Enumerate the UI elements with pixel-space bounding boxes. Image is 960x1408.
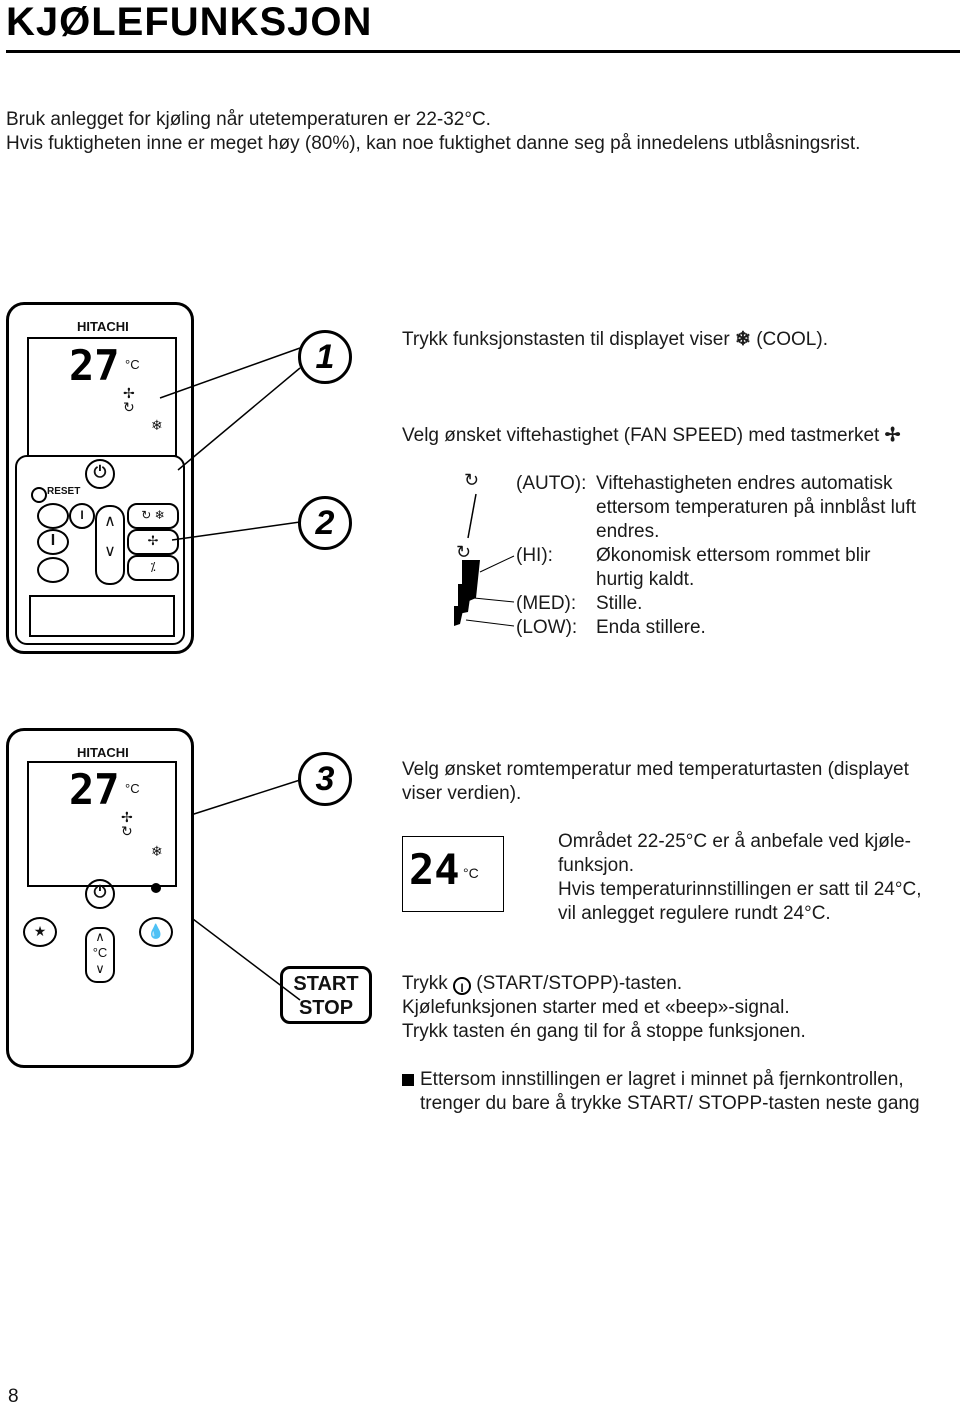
mode-hi-desc-1: Økonomisk ettersom rommet blir xyxy=(596,545,871,566)
remote2-snowflake-icon: ❄ xyxy=(151,843,163,859)
mode-auto-desc-3: endres. xyxy=(596,521,660,542)
mode-auto-label: (AUTO): xyxy=(516,473,587,494)
power-button[interactable]: ⏻ xyxy=(85,459,115,489)
step-3-note-2: funksjon. xyxy=(558,855,635,876)
step-1-marker: 1 xyxy=(298,330,352,384)
reset-label: RESET xyxy=(47,486,81,497)
temp-display-unit: °C xyxy=(463,865,479,881)
page-title: KJØLEFUNKSJON xyxy=(6,0,373,44)
remote-control-open xyxy=(6,728,194,1068)
remote2-temp-button[interactable]: ∧ °C ∨ xyxy=(85,927,115,983)
fan-speed-icon: ✢ xyxy=(884,425,901,446)
start-line-3: Trykk tasten én gang til for å stoppe funksjonen. xyxy=(402,1021,806,1042)
mode-med-desc: Stille. xyxy=(596,593,643,614)
step-3-note-4: vil anlegget regulere rundt 24°C. xyxy=(558,903,831,924)
mode-low-desc: Enda stillere. xyxy=(596,617,706,638)
step-3-marker: 3 xyxy=(298,752,352,806)
cool-icon: ❄ xyxy=(734,329,751,350)
pointer-line-step2 xyxy=(172,522,300,540)
temp-display-value: 24 xyxy=(409,845,460,894)
fan-speed-button[interactable]: ✢ xyxy=(127,529,179,555)
page-number: 8 xyxy=(8,1386,19,1407)
auto-mode-icon: ↻ xyxy=(464,470,480,490)
step-3-line-1: Velg ønsket romtemperatur med temperaturtasten (displayet xyxy=(402,759,909,780)
intro-line-2: Hvis fuktigheten inne er meget høy (80%), kan noe fuktighet danne seg på innedelens utblåsningsrist. xyxy=(6,133,861,154)
timer-on-button[interactable]: I xyxy=(37,529,69,555)
step-2-heading xyxy=(402,424,901,448)
intro-line-1: Bruk anlegget for kjøling når utetemperaturen er 22-32°C. xyxy=(6,109,491,130)
mode-auto-desc-2: ettersom temperaturen på innblåst luft xyxy=(596,497,917,518)
mode-low-label: (LOW): xyxy=(516,617,578,638)
label-line-hi xyxy=(480,556,514,572)
fan-ladder-arrow xyxy=(468,494,476,538)
remote2-fan-icon: ✢ xyxy=(121,809,133,825)
start-stop-badge-top: START xyxy=(293,973,359,995)
mode-button[interactable]: ↻ ❄ xyxy=(127,503,179,529)
note-bullet-icon xyxy=(402,1074,414,1086)
step-2-marker: 2 xyxy=(298,496,352,550)
remote2-lcd xyxy=(27,761,177,887)
step-3-line-2: viser verdien). xyxy=(402,783,522,804)
remote-lcd-temp: 27 xyxy=(69,341,120,390)
start-line-2: Kjølefunksjonen starter med et «beep»-signal. xyxy=(402,997,790,1018)
start-stop-badge-bottom: STOP xyxy=(298,997,354,1019)
mode-auto-desc-1: Viftehastigheten endres automatisk xyxy=(596,473,893,494)
pointer-line-step1b xyxy=(178,368,300,470)
fan-low-bar xyxy=(454,606,464,626)
mode-hi-label: (HI): xyxy=(516,545,553,566)
note-line-2: trenger du bare å trykke START/ STOPP-tasten neste gang xyxy=(420,1093,920,1114)
remote2-auto-icon: ↻ xyxy=(121,823,133,839)
step-3-note-3: Hvis temperaturinnstillingen er satt til 24°C, xyxy=(558,879,922,900)
auto-fan-icon: ↻ xyxy=(123,399,135,415)
temp-display-example xyxy=(402,836,504,912)
remote2-drop-button[interactable]: 💧 xyxy=(139,917,173,947)
mode-med-label: (MED): xyxy=(516,593,577,614)
note-line-1: Ettersom innstillingen er lagret i minnet på fjernkontrollen, xyxy=(420,1069,904,1090)
cool-snowflake-icon: ❄ xyxy=(151,417,163,433)
step-1-text-after: (COOL). xyxy=(756,329,828,350)
remote2-star-button[interactable]: ★ xyxy=(23,917,57,947)
mode-hi-desc-2: hurtig kaldt. xyxy=(596,569,695,590)
fan-icon: ✢ xyxy=(123,385,135,401)
start-stop-button[interactable]: I xyxy=(69,503,95,529)
swing-button[interactable]: ⁒ xyxy=(127,555,179,581)
start-stop-badge xyxy=(280,966,372,1024)
step-1-text-before: Trykk funksjonstasten til displayet viser xyxy=(402,329,730,350)
step-3-note-1: Området 22-25°C er å anbefale ved kjøle- xyxy=(558,831,911,852)
remote-brand: HITACHI xyxy=(77,319,129,334)
start-line-1 xyxy=(402,972,682,996)
step-2-heading-text: Velg ønsket viftehastighet (FAN SPEED) med tastmerket xyxy=(402,425,880,446)
start-line-1-before: Trykk xyxy=(402,973,448,994)
remote-lcd-unit: °C xyxy=(125,357,140,372)
power-icon: I xyxy=(453,977,471,995)
step-1-text xyxy=(402,328,828,352)
remote2-lcd-unit: °C xyxy=(125,781,140,796)
remote2-power-button[interactable]: ⏻ xyxy=(85,879,115,909)
label-line-med xyxy=(474,598,514,602)
remote2-brand: HITACHI xyxy=(77,745,129,760)
remote2-signal-led xyxy=(151,883,161,893)
start-line-1-after: (START/STOPP)-tasten. xyxy=(476,973,683,994)
label-line-low xyxy=(466,620,514,626)
remote2-lcd-temp: 27 xyxy=(69,765,120,814)
temp-rocker-button[interactable]: ∧ ∨ xyxy=(95,505,125,585)
pointer-line-step1 xyxy=(160,348,300,398)
hi-mode-icon: ↻ xyxy=(456,542,472,562)
